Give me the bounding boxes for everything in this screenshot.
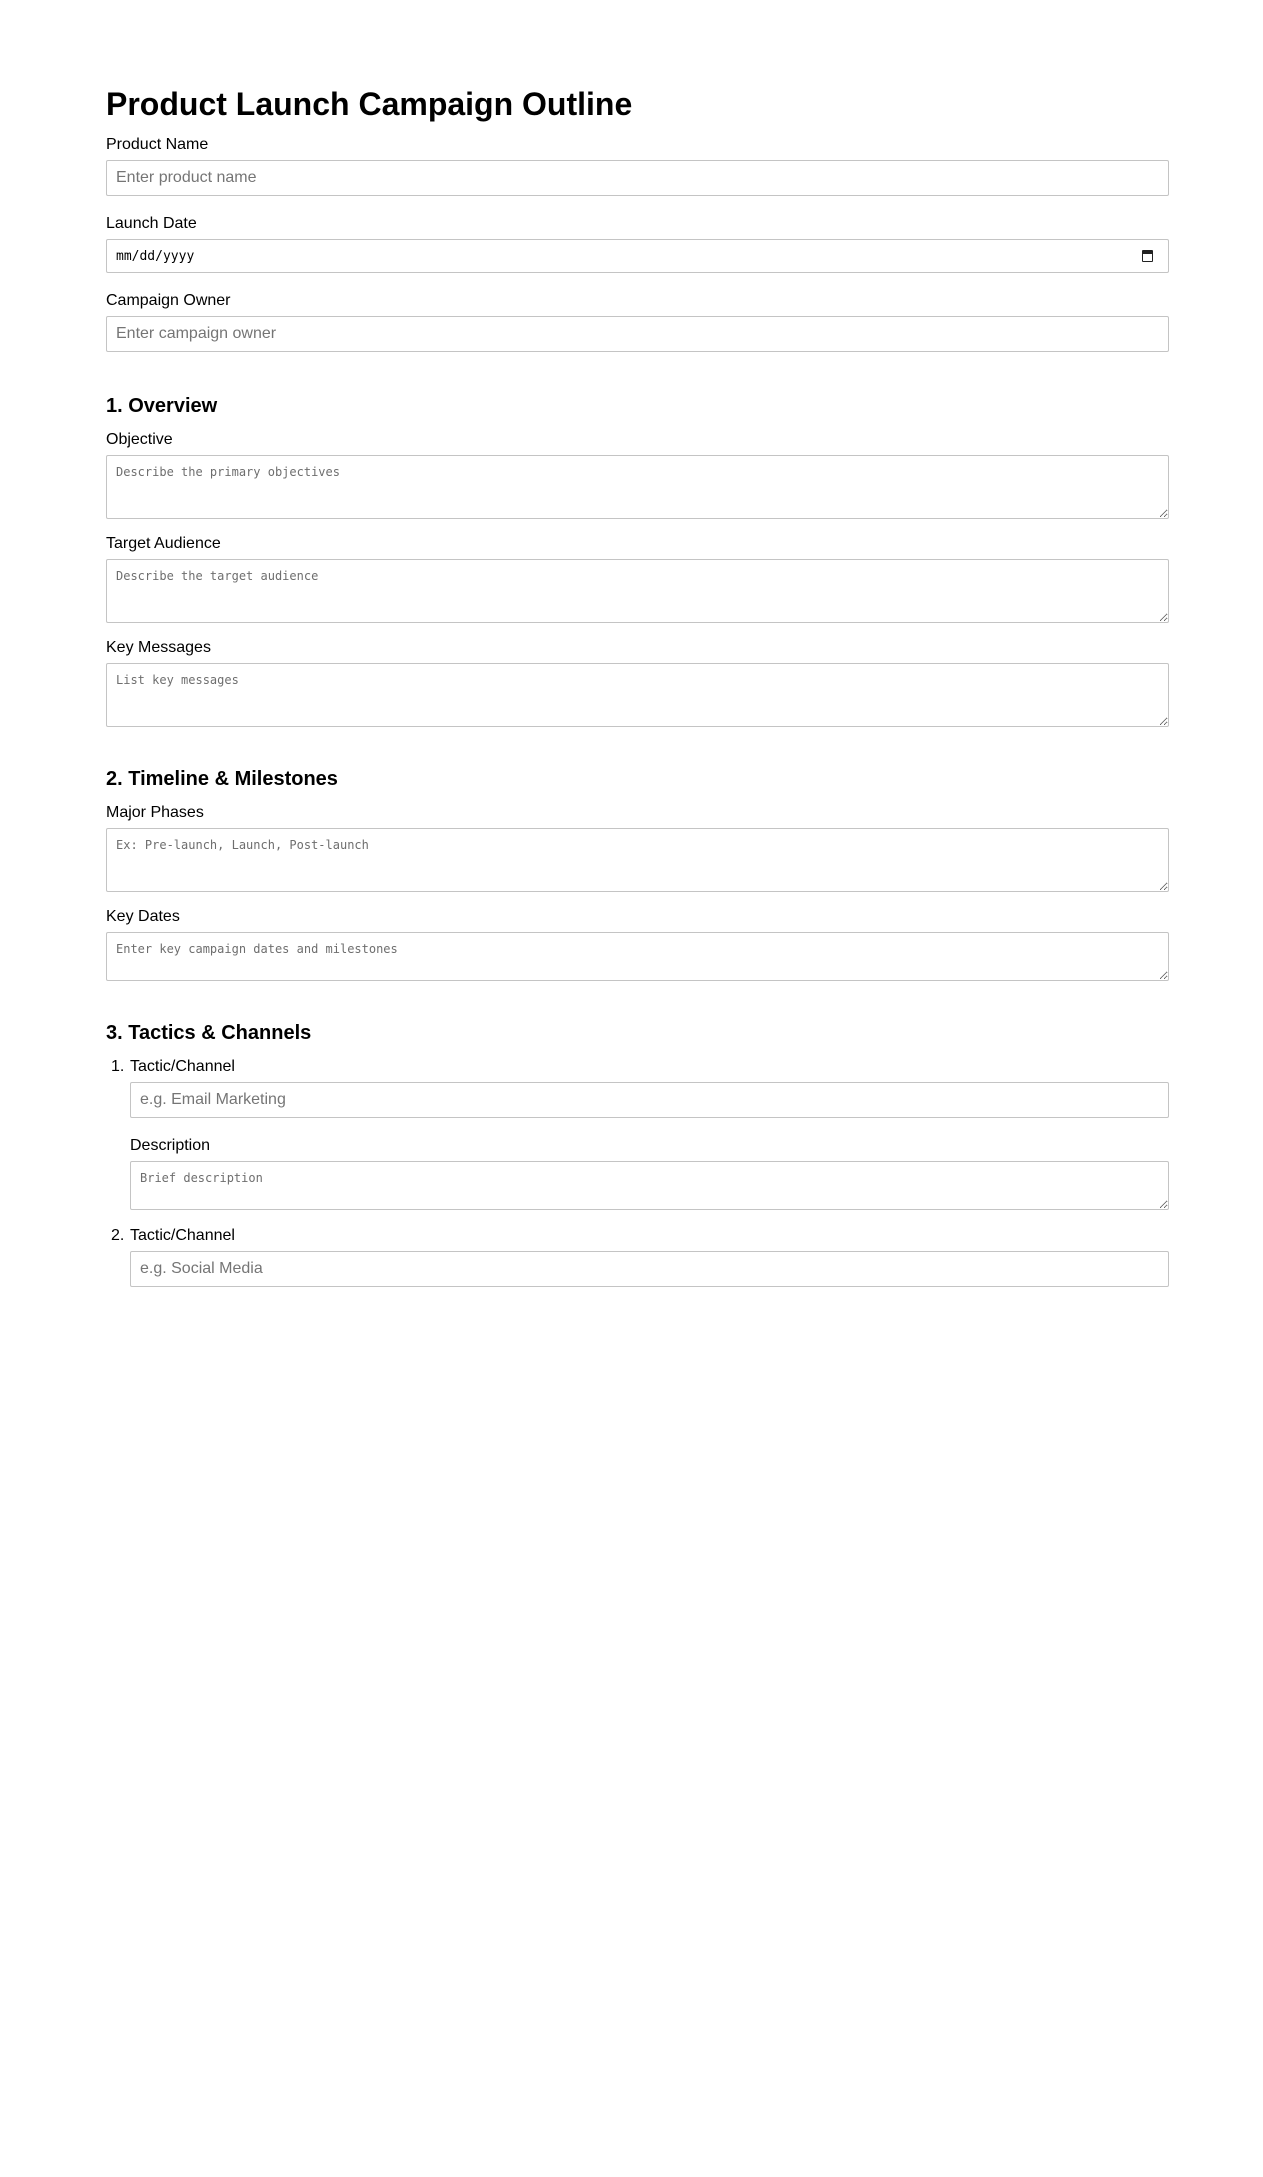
- key-dates-label: Key Dates: [106, 908, 180, 925]
- key-dates-group: [106, 907, 1169, 981]
- tactic-channel-label: Tactic/Channel: [130, 1227, 235, 1244]
- target-audience-textarea[interactable]: [106, 559, 1169, 623]
- product-name-input[interactable]: [106, 160, 1169, 196]
- launch-date-label: Launch Date: [106, 215, 197, 232]
- launch-date-placeholder: mm/dd/yyyy: [116, 248, 195, 264]
- calendar-icon[interactable]: [1142, 250, 1153, 262]
- product-name-group: [106, 135, 1169, 196]
- campaign-owner-group: [106, 291, 1169, 352]
- target-audience-group: [106, 534, 1169, 623]
- objective-group: [106, 430, 1169, 519]
- tactic-number: 1.: [111, 1058, 125, 1075]
- campaign-owner-label: Campaign Owner: [106, 292, 231, 309]
- target-audience-label: Target Audience: [106, 535, 221, 552]
- section-timeline-heading: 2. Timeline & Milestones: [106, 768, 338, 790]
- tactic-number: 2.: [111, 1227, 125, 1244]
- tactic-description-label: Description: [130, 1137, 211, 1154]
- key-dates-textarea[interactable]: [106, 932, 1169, 981]
- product-name-label: Product Name: [106, 136, 209, 153]
- key-messages-textarea[interactable]: [106, 663, 1169, 727]
- tactics-list: [106, 1057, 1169, 1287]
- tactic-description-textarea[interactable]: [130, 1161, 1169, 1210]
- objective-label: Objective: [106, 431, 173, 448]
- objective-textarea[interactable]: [106, 455, 1169, 519]
- major-phases-textarea[interactable]: [106, 828, 1169, 892]
- section-tactics-heading: 3. Tactics & Channels: [106, 1022, 312, 1044]
- campaign-outline-form: [106, 0, 1169, 1287]
- page-title: Product Launch Campaign Outline: [106, 86, 633, 122]
- tactic-channel-input[interactable]: [130, 1082, 1169, 1118]
- key-messages-label: Key Messages: [106, 639, 211, 656]
- major-phases-label: Major Phases: [106, 804, 204, 821]
- list-item: [106, 1226, 1169, 1287]
- major-phases-group: [106, 803, 1169, 892]
- tactic-channel-input[interactable]: [130, 1251, 1169, 1287]
- list-item: [106, 1057, 1169, 1210]
- launch-date-input[interactable]: [106, 239, 1169, 273]
- key-messages-group: [106, 638, 1169, 727]
- section-overview-heading: 1. Overview: [106, 395, 218, 417]
- campaign-owner-input[interactable]: [106, 316, 1169, 352]
- tactic-channel-label: Tactic/Channel: [130, 1058, 235, 1075]
- launch-date-group: [106, 214, 1169, 273]
